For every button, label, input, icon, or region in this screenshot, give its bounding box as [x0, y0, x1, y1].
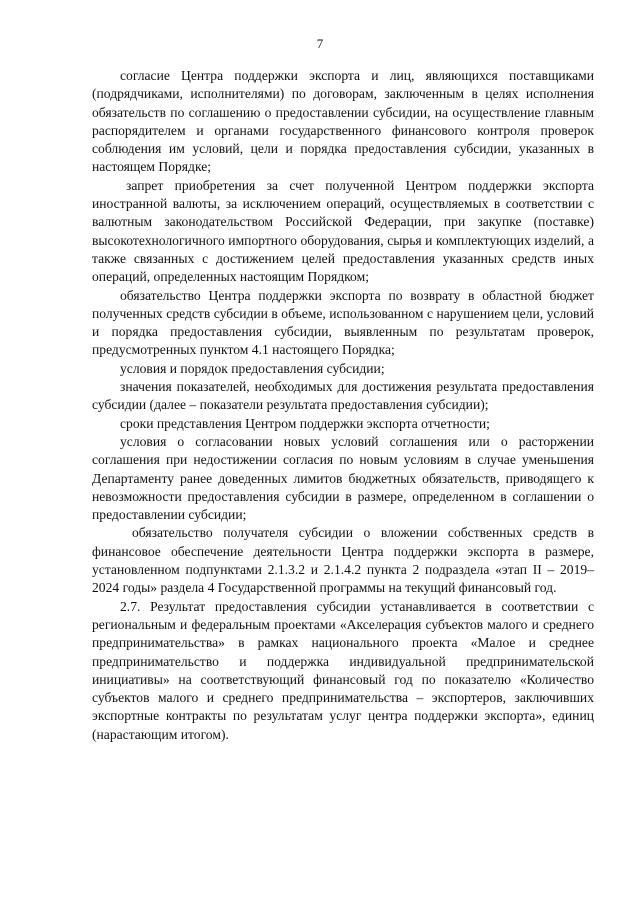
paragraph-return-obligation: обязательство Центра поддержки экспорта по возврату в областной бюджет полученных средств субсидии в объеме, использованном с нарушением цели, условий и порядка предоставления субсидии, выявленным по результатам проверок, предусмотренных пунктом 4.1 настоящего Порядка;	[92, 287, 594, 358]
paragraph-conditions-procedure: условия и порядок предоставления субсидии;	[120, 360, 385, 376]
document-body	[92, 67, 594, 744]
paragraph-subsidy-result: 2.7. Результат предоставления субсидии устанавливается в соответствии с региональным и федеральным проектами «Акселерация субъектов малого и среднего предпринимательства» в рамках национального проекта «Малое и среднее предпринимательство и поддержка индивидуальной предпринимательской инициативы» на соответствующий финансовый год по показателю «Количество субъектов малого и среднего предпринимательства – экспортеров, заключивших экспортные контракты по результатам услуг центра поддержки экспорта», единиц (нарастающим итогом).	[92, 598, 594, 742]
paragraph-own-funds-obligation: обязательство получателя субсидии о вложении собственных средств в финансовое обеспечение деятельности Центра поддержки экспорта в размере, установленном подпунктами 2.1.3.2 и 2.1.4.2 пункта 2 подраздела «этап II – 2019–2024 годы» раздела 4 Государственной программы на текущий финансовый год.	[92, 525, 594, 596]
paragraph-reporting-deadlines: сроки представления Центром поддержки экспорта отчетности;	[120, 415, 490, 431]
paragraph-indicator-values: значения показателей, необходимых для достижения результата предоставления субсидии (далее – показатели результата предоставления субсидии);	[92, 379, 594, 413]
paragraph-agreement-conditions: условия о согласовании новых условий соглашения или о расторжении соглашения при недостижении согласия по новым условиям в случае уменьшения Департаменту ранее доведенных лимитов бюджетных обязательств, приводящего к невозможности предоставления субсидии в размере, определенном в соглашении о предоставлении субсидии;	[92, 433, 594, 523]
paragraph-export-center-consent: согласие Центра поддержки экспорта и лиц, являющихся поставщиками (подрядчиками, исполнителями) по договорам, заключенным в целях исполнения обязательств по соглашению о предоставлении субсидии, на осуществление главным распорядителем и органами государственного финансового контроля проверок соблюдения им условий, цели и порядка предоставления субсидии, указанных в настоящем Порядке;	[92, 68, 594, 175]
page-number: 7	[316, 36, 324, 51]
paragraph-currency-prohibition: запрет приобретения за счет полученной Центром поддержки экспорта иностранной валюты, за исключением операций, осуществляемых в соответствии с валютным законодательством Российской Федерации, при закупке (поставке) высокотехнологичного импортного оборудования, сырья и комплектующих изделий, а также связанных с достижением целей предоставления указанных средств иных операций, определенных настоящим Порядком;	[92, 177, 594, 285]
